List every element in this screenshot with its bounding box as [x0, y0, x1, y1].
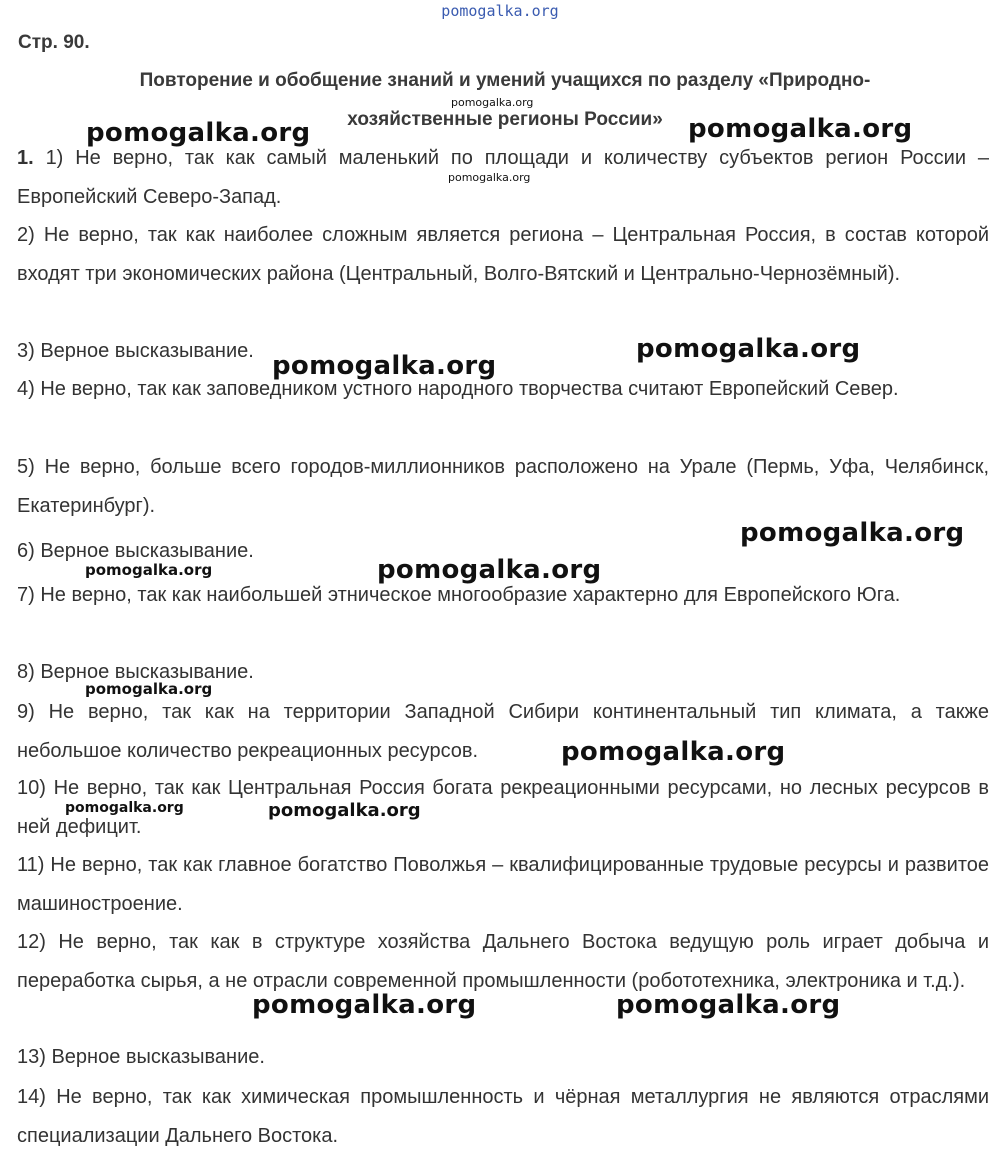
- watermark: pomogalka.org: [451, 96, 534, 109]
- heading-line-2: хозяйственные регионы России»: [347, 109, 663, 130]
- answer-item-12: 12) Не верно, так как в структуре хозяйства Дальнего Востока ведущую роль играет добыча и переработка сырья, а не отрасли современной промышленности (робототехника, электроника и т.д.).: [17, 931, 989, 992]
- answer-item-11: 11) Не верно, так как главное богатство Поволжья – квалифицированные трудовые ресурсы и развитое машиностроение.: [17, 854, 989, 915]
- watermark: pomogalka.org: [636, 334, 861, 364]
- watermark: pomogalka.org: [65, 800, 184, 816]
- watermark: pomogalka.org: [268, 800, 421, 821]
- answer-item-10: 10) Не верно, так как Центральная Россия богата рекреационными ресурсами, но лесных ресурсов в ней дефицит.: [17, 777, 989, 838]
- watermark: pomogalka.org: [616, 990, 841, 1020]
- answer-item-9: 9) Не верно, так как на территории Западной Сибири континентальный тип климата, а также небольшое количество рекреационных ресурсов.: [17, 701, 989, 762]
- heading-line-1: Повторение и обобщение знаний и умений учащихся по разделу «Природно-: [139, 70, 871, 91]
- answer-item-7: 7) Не верно, так как наибольшей этническое многообразие характерно для Европейского Юга.: [17, 584, 901, 606]
- answer-item-5: 5) Не верно, больше всего городов-миллионников расположено на Урале (Пермь, Уфа, Челябинск, Екатеринбург).: [17, 456, 989, 517]
- watermark: pomogalka.org: [272, 351, 497, 381]
- answer-item-2: 2) Не верно, так как наиболее сложным является региона – Центральная Россия, в состав которой входят три экономических района (Центральный, Волго-Вятский и Центрально-Чернозёмный).: [17, 224, 989, 285]
- answer-item-3: 3) Верное высказывание.: [17, 340, 254, 362]
- watermark: pomogalka.org: [377, 555, 602, 585]
- watermark: pomogalka.org: [85, 680, 213, 698]
- watermark: pomogalka.org: [688, 114, 913, 144]
- task-number: 1.: [17, 147, 34, 169]
- answer-item-6: 6) Верное высказывание.: [17, 540, 254, 562]
- site-header[interactable]: pomogalka.org: [441, 2, 559, 20]
- answer-item-8: 8) Верное высказывание.: [17, 661, 254, 683]
- answer-item-13: 13) Верное высказывание.: [17, 1046, 265, 1068]
- watermark: pomogalka.org: [252, 990, 477, 1020]
- answer-item-1: 1. 1) Не верно, так как самый маленький по площади и количеству субъектов регион России – Европейский Северо-Запад.: [17, 147, 989, 208]
- watermark: pomogalka.org: [85, 561, 213, 579]
- answer-item-4: 4) Не верно, так как заповедником устного народного творчества считают Европейский Север.: [17, 378, 899, 400]
- watermark: pomogalka.org: [448, 171, 531, 184]
- watermark: pomogalka.org: [86, 118, 311, 148]
- watermark: pomogalka.org: [561, 737, 786, 767]
- answer-item-14: 14) Не верно, так как химическая промышленность и чёрная металлургия не являются отраслями специализации Дальнего Востока.: [17, 1086, 989, 1147]
- watermark: pomogalka.org: [740, 518, 965, 548]
- page-number: Стр. 90.: [18, 32, 90, 53]
